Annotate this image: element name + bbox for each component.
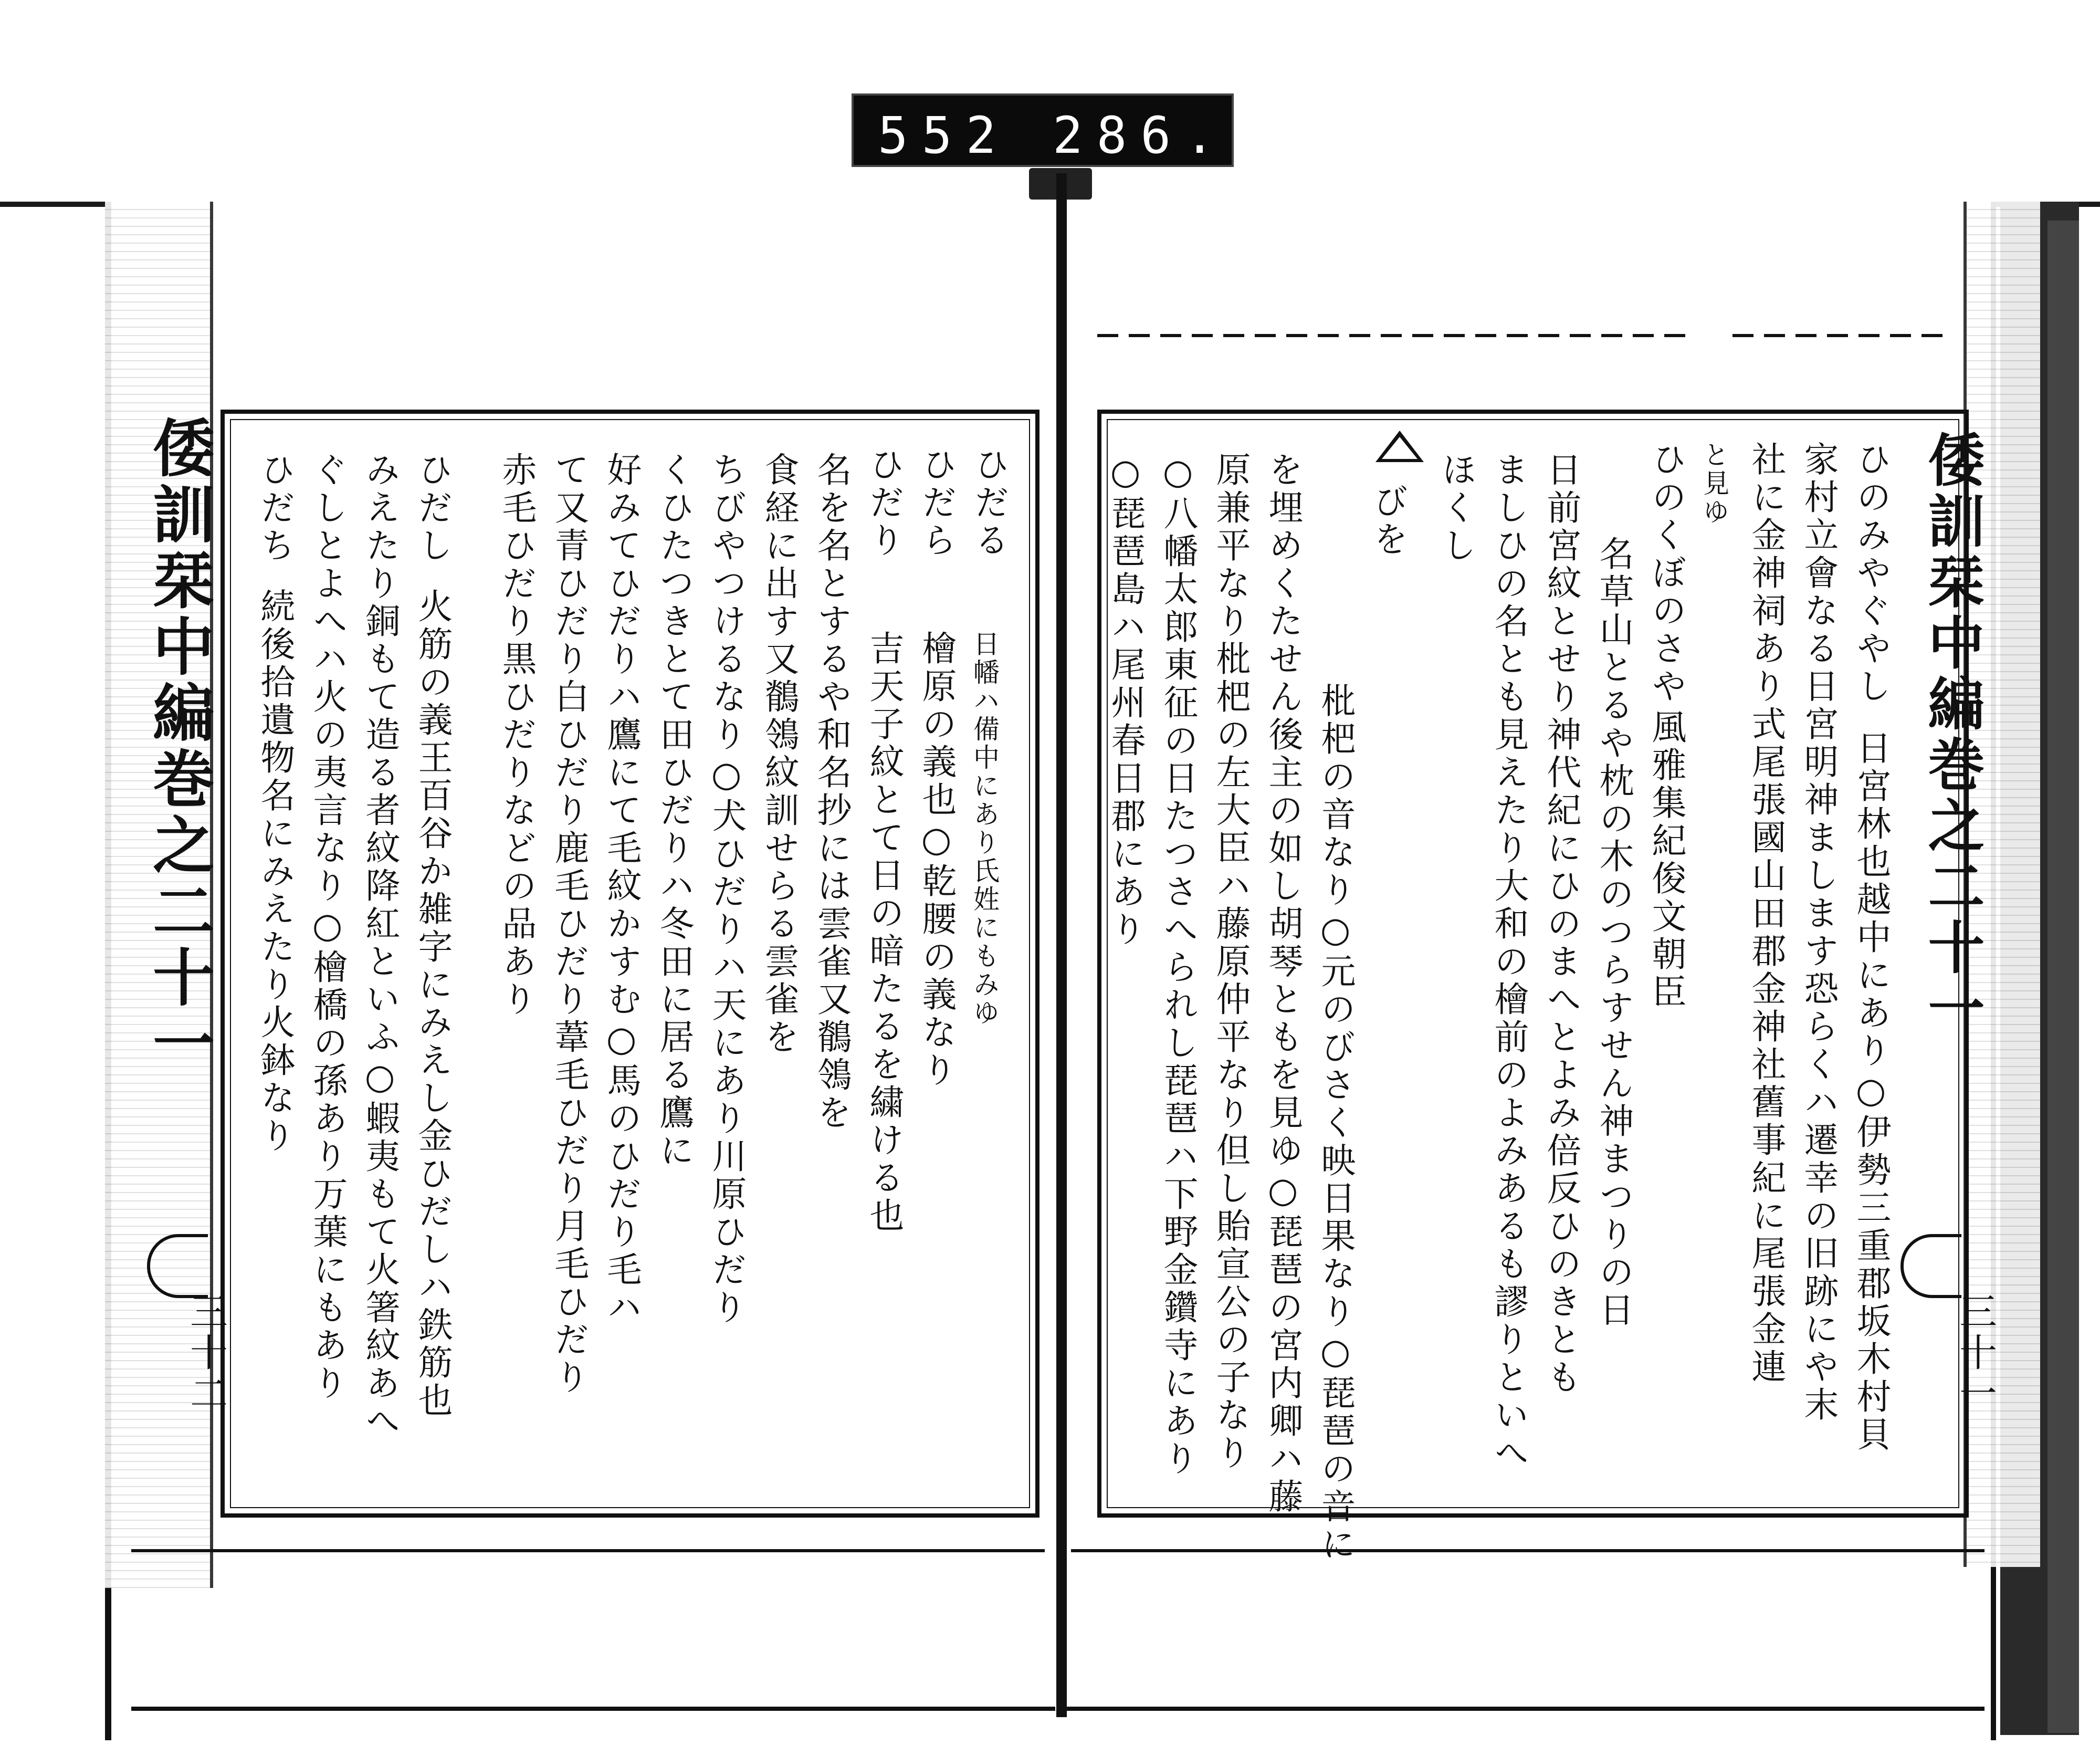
header-rule [1097,334,1685,337]
left-folio-number: 三十二 [184,1292,228,1415]
text-column: 火筋の義王百谷か雑字にみえし金ひだしハ鉄筋也 [412,588,453,1420]
text-column: 枇杷の音なり○元のびさく映日果なり○琵琶の音に [1315,683,1356,1564]
triangle-marker-icon [1376,431,1424,462]
text-column: ○八幡太郎東征の日たつさへられし琵琶ハ下野金鑽寺にあり [1158,452,1198,1478]
text-column: みえたり銅もて造る者紋降紅といふ○蝦夷もて火箸紋あへ [360,452,400,1440]
text-column: と見ゆ [1699,441,1729,526]
text-column: ひだら [916,446,957,560]
text-column: 家村立會なる日宮明神まします恐らくハ遷幸の旧跡にや末 [1798,441,1839,1424]
text-column: 吉天子紋とて日の暗たるを繍ける也 [864,630,904,1235]
right-folio-bracket [1900,1234,1961,1298]
text-column: て又青ひだり白ひだり鹿毛ひだり葦毛ひだり月毛ひだり [549,452,589,1397]
text-column: ましひの名とも見えたり大和の檜前のよみあるも謬りといへ [1488,452,1529,1472]
frame-number: 286. [1052,106,1228,165]
text-column: 名を名とするや和名抄には雲雀又鶺鴒を [811,452,852,1132]
spine-gutter [1056,173,1067,1717]
reel-number-label [852,93,1234,167]
text-column: 食経に出す又鶺鴒紋訓せらる雲雀を [759,452,799,1057]
text-column: ひだる [969,446,1009,560]
text-column: ひのくぼのさや [1646,441,1686,706]
right-folio-number: 三十一 [1953,1292,1997,1415]
text-column: ひのみやぐやし [1851,441,1891,706]
text-column: ひだり [864,446,904,560]
text-column: 好みてひだりハ鷹にて毛紋かすむ○馬のひだり毛ハ [601,452,642,1327]
left-margin-title: 倭訓栞中編巻之二十一 [142,416,215,1078]
text-column: 日前宮紋とせり神代紀にひのまへとよみ倍反ひのきとも [1541,452,1581,1397]
text-column: 原兼平なり枇杷の左大臣ハ藤原仲平なり但し貽宣公の子なり [1210,452,1251,1472]
right-page-fore-edge-shadow [2048,221,2079,1733]
text-column: 続後拾遺物名にみえたり火鉢なり [255,588,295,1155]
text-column: くひたつきとて田ひだりハ冬田に居る鷹に [654,452,694,1170]
text-column: ○琵琶島ハ尾州春日郡にあり [1105,452,1146,949]
text-column: ひだち [255,452,295,565]
right-page-bottom-edge [1066,1707,1984,1711]
left-page-bottom-edge [131,1707,1055,1711]
reel-number: 552 [878,106,1010,165]
left-folio-bracket [147,1234,208,1298]
text-column: 名草山とるや枕の木のつらすせん神まつりの日 [1593,536,1634,1330]
text-column: 社に金神祠あり式尾張國山田郡金神社舊事紀に尾張金連 [1746,441,1786,1386]
text-column: 檜原の義也○乾腰の義なり [916,630,957,1090]
text-column: ほくし [1436,452,1476,565]
text-column: 日幡ハ備中にあり氏姓にもみゆ [969,630,1000,1027]
text-column: ひだし [412,452,453,565]
text-column: 風雅集紀俊文朝臣 [1646,709,1686,1011]
left-lower-margin [131,1518,1045,1552]
text-column: ちびやつけるなり○犬ひだりハ天にあり川原ひだり [706,452,747,1327]
text-column: ぐしとよへハ火の夷言なり○檜橋の孫あり万葉にもあり [307,452,348,1403]
right-margin-title: 倭訓栞中編巻之二十一 [1918,431,1984,1040]
right-lower-margin [1071,1518,1984,1552]
text-column: 赤毛ひだり黒ひだりなどの品あり [496,452,537,1019]
text-column: を埋めくたせん後主の如し胡琴ともを見ゆ○琵琶の宮内卿ハ藤 [1263,452,1303,1516]
header-rule [1732,334,1953,337]
text-column: 日宮林也越中にあり○伊勢三重郡坂木村貝 [1851,730,1891,1454]
text-column: びを [1368,483,1408,559]
